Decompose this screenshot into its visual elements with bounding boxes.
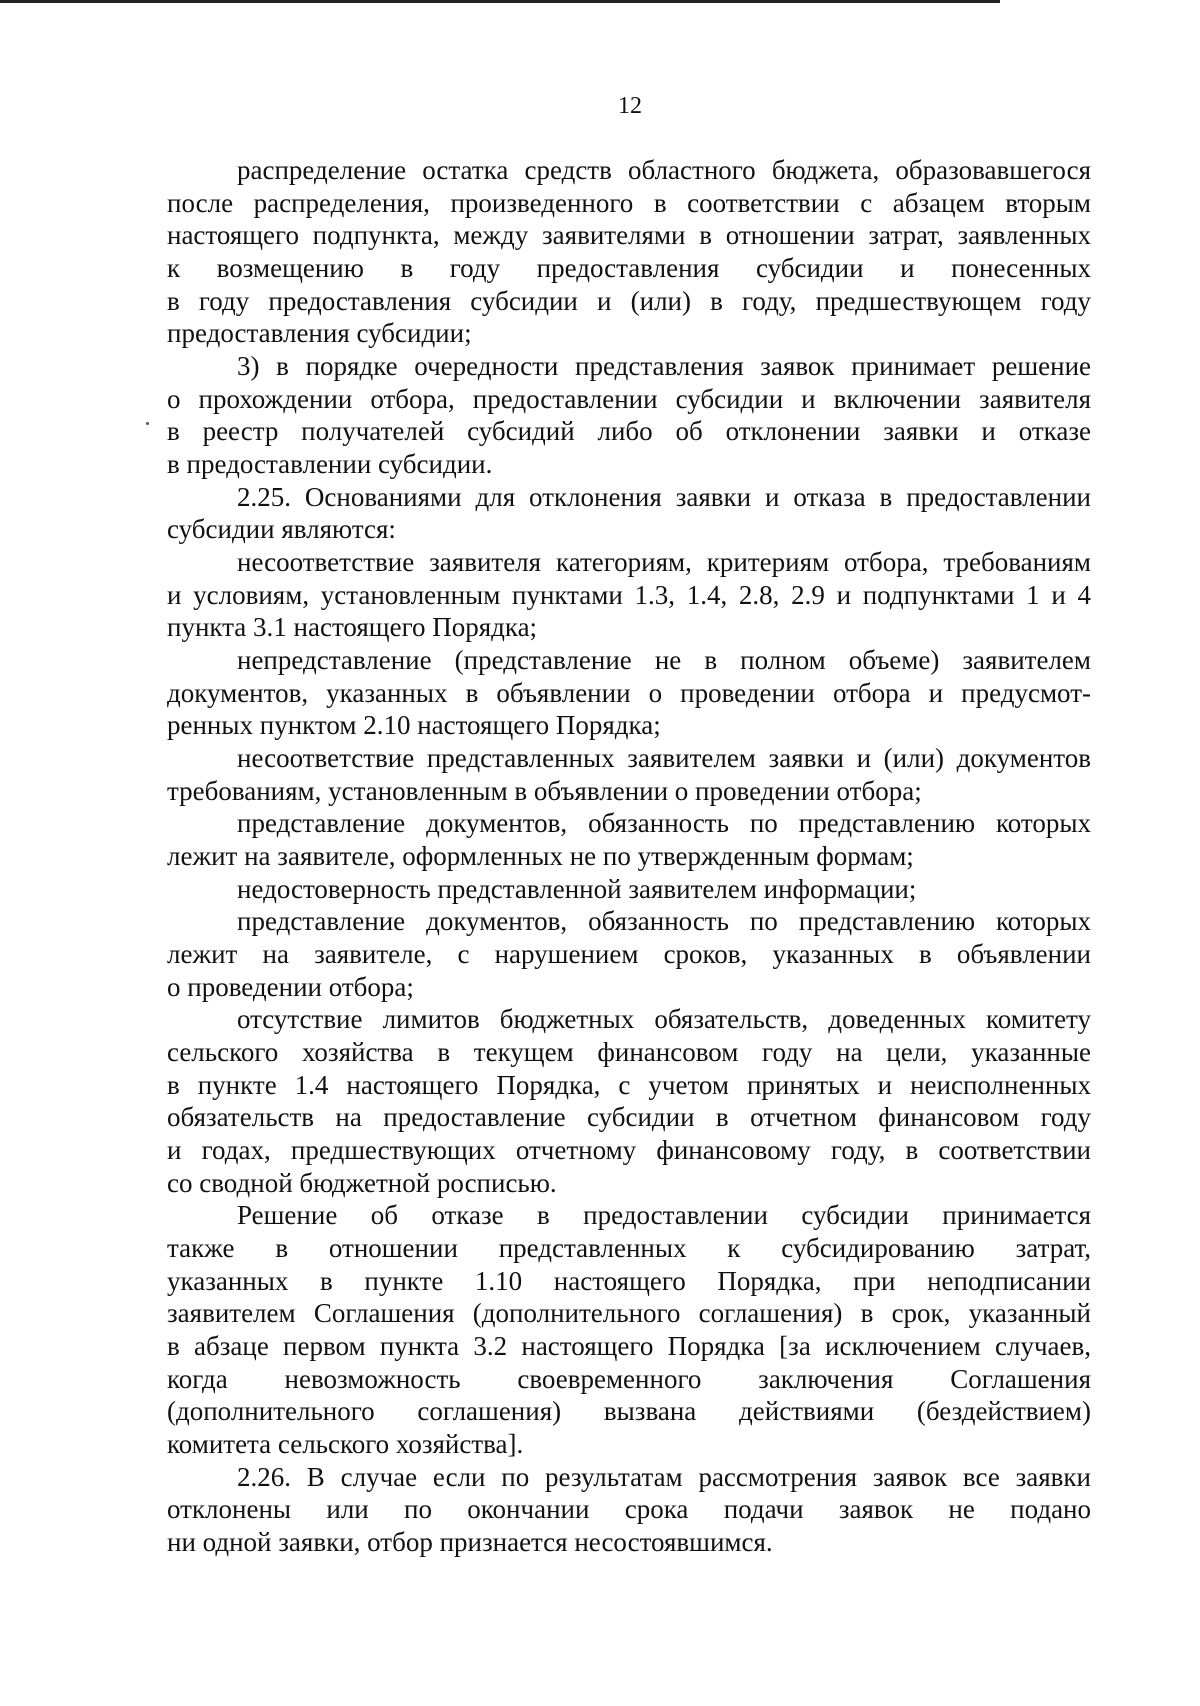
text-line: лежит на заявителе, оформленных не по утвержденным формам; [167,841,914,871]
text-line: и годах, предшествующих отчетному финансовому году, в соответствии [167,1135,1091,1165]
text-line: несоответствие заявителя категориям, критериям отбора, требованиям [237,547,1091,577]
text-line: комитета сельского хозяйства]. [167,1429,524,1459]
text-line: обязательств на предоставление субсидии в отчетном финансовом году [167,1102,1091,1132]
page-number: 12 [618,93,642,119]
text-line: ренных пунктом 2.10 настоящего Порядка; [167,710,661,740]
text-line: Решение об отказе в предоставлении субсидии принимается [237,1200,1091,1230]
text-line: настоящего подпункта, между заявителями в отношении затрат, заявленных [167,220,1091,250]
text-line: в пункте 1.4 настоящего Порядка, с учетом принятых и неисполненных [167,1070,1091,1100]
text-line: представление документов, обязанность по представлению которых [237,808,1091,838]
text-line: в году предоставления субсидии и (или) в году, предшествующем году [167,286,1091,316]
text-line: 2.25. Основаниями для отклонения заявки и отказа в предоставлении [237,482,1091,512]
text-line: сельского хозяйства в текущем финансовом году на цели, указанные [167,1037,1091,1067]
text-line: 2.26. В случае если по результатам рассмотрения заявок все заявки [237,1462,1091,1492]
text-line: в предоставлении субсидии. [167,449,493,479]
text-line: недостоверность представленной заявителем информации; [237,874,917,904]
text-line: о проведении отбора; [167,972,414,1002]
scan-speck [146,422,149,425]
text-line: указанных в пункте 1.10 настоящего Порядка, при неподписании [167,1266,1091,1296]
text-line: в абзаце первом пункта 3.2 настоящего Порядка [за исключением случаев, [167,1331,1091,1361]
text-line: когда невозможность своевременного заключения Соглашения [167,1364,1091,1394]
text-line: (дополнительного соглашения) вызвана действиями (бездействием) [167,1396,1091,1426]
text-line: со сводной бюджетной росписью. [167,1168,557,1198]
text-line: в реестр получателей субсидий либо об отклонении заявки и отказе [167,416,1091,446]
text-line: 3) в порядке очередности представления заявок принимает решение [237,351,1091,381]
text-line: представление документов, обязанность по представлению которых [237,906,1091,936]
text-line: заявителем Соглашения (дополнительного соглашения) в срок, указанный [167,1298,1091,1328]
text-line: о прохождении отбора, предоставлении субсидии и включении заявителя [167,384,1091,414]
text-line: к возмещению в году предоставления субсидии и понесенных [167,253,1091,283]
scan-top-edge [0,0,1000,3]
text-line: пункта 3.1 настоящего Порядка; [167,612,538,642]
text-line: и условиям, установленным пунктами 1.3, 1.4, 2.8, 2.9 и подпунктами 1 и 4 [167,580,1091,610]
text-line: документов, указанных в объявлении о проведении отбора и предусмот- [167,678,1091,708]
text-line: также в отношении представленных к субсидированию затрат, [167,1233,1091,1263]
text-line: несоответствие представленных заявителем заявки и (или) документов [237,743,1091,773]
text-line: отсутствие лимитов бюджетных обязательств, доведенных комитету [237,1004,1091,1034]
text-line: распределение остатка средств областного бюджета, образовавшегося [237,155,1091,185]
text-line: непредставление (представление не в полном объеме) заявителем [237,645,1091,675]
text-line: лежит на заявителе, с нарушением сроков, указанных в объявлении [167,939,1091,969]
text-line: предоставления субсидии; [167,318,472,348]
text-line: ни одной заявки, отбор признается несостоявшимся. [167,1527,773,1557]
text-line: субсидии являются: [167,514,396,544]
text-line: отклонены или по окончании срока подачи заявок не подано [167,1494,1091,1524]
text-line: требованиям, установленным в объявлении о проведении отбора; [167,776,922,806]
text-line: после распределения, произведенного в соответствии с абзацем вторым [167,188,1091,218]
